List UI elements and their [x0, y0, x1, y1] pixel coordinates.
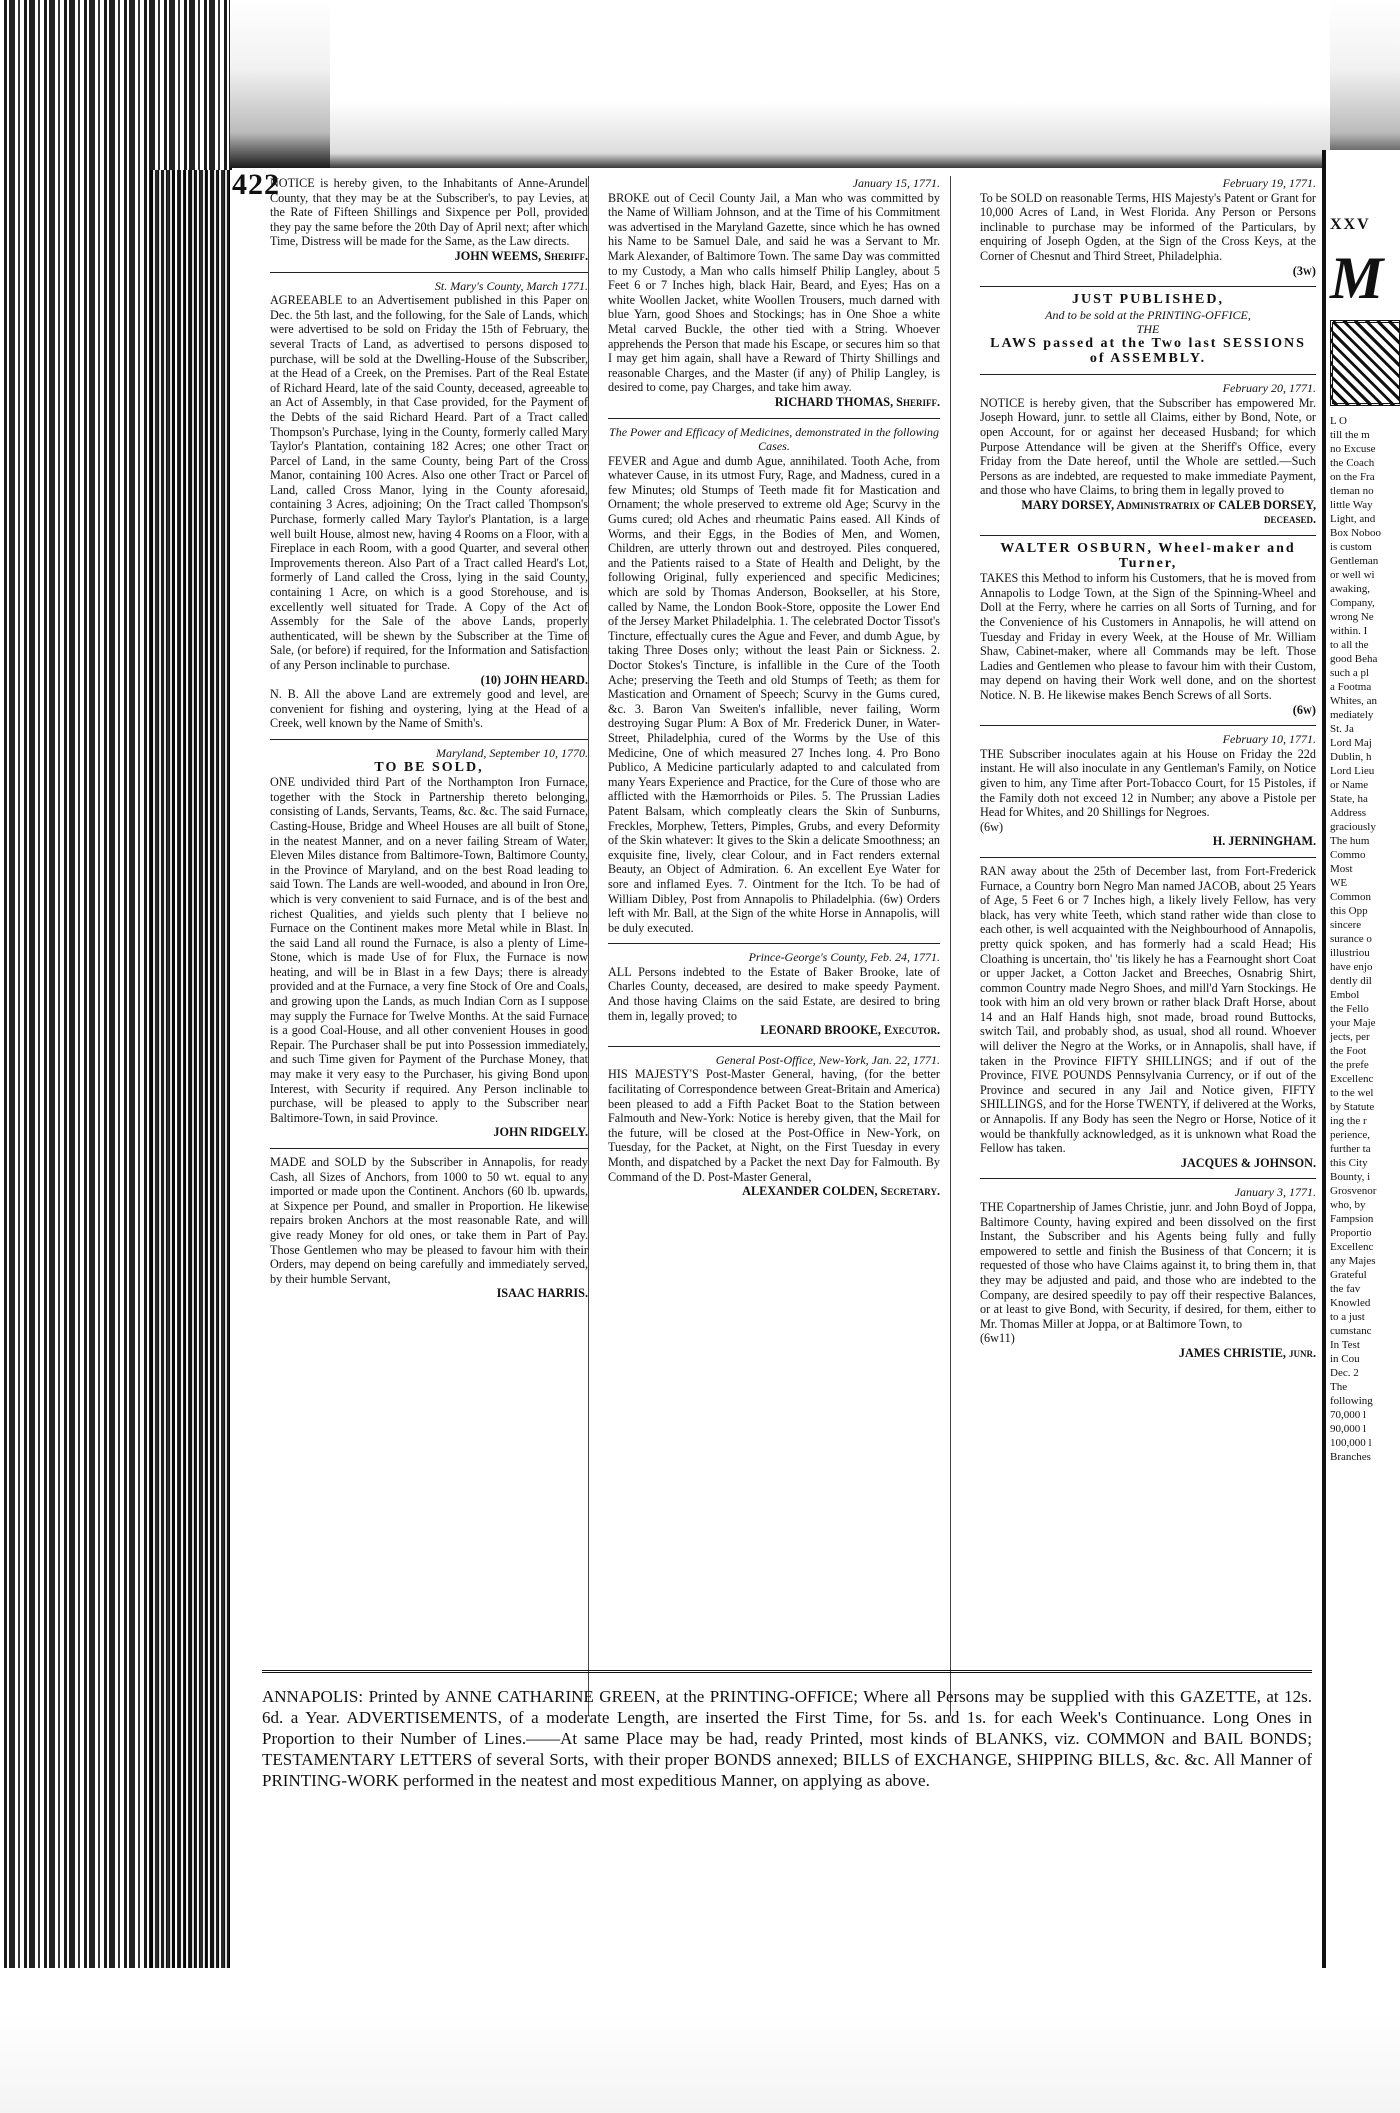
- ad-post-office: [608, 1053, 940, 1199]
- ad-signature: JACQUES & JOHNSON.: [1180, 1155, 1316, 1170]
- page-bottom-margin: [0, 1968, 1400, 2113]
- ad-subheading: And to be sold at the PRINTING-OFFICE,: [1045, 307, 1251, 322]
- facing-page-line: further ta: [1330, 1143, 1371, 1155]
- ad-furnace-sale: [270, 746, 588, 1140]
- ad-heading: TO BE SOLD,: [374, 759, 484, 775]
- facing-page-line: 100,000 l: [1330, 1437, 1372, 1449]
- facing-page-line: good Beha: [1330, 653, 1378, 665]
- ad-dateline: St. Mary's County, March 1771.: [434, 278, 588, 293]
- ad-title: LAWS passed at the Two last SESSIONS of ASSEMBLY.: [990, 335, 1306, 366]
- page-number: 422: [232, 168, 280, 201]
- divider: [270, 272, 588, 273]
- ad-dateline: February 10, 1771.: [1222, 732, 1316, 747]
- facing-page-title-letter: M: [1330, 245, 1384, 311]
- facing-page-line: Branches: [1330, 1451, 1371, 1463]
- facing-page-line: your Maje: [1330, 1017, 1376, 1029]
- ad-signature: ISAAC HARRIS.: [496, 1286, 588, 1301]
- facing-page-line: State, ha: [1330, 793, 1368, 805]
- ad-body: FEVER and Ague and dumb Ague, annihilated. Tooth Ache, from whatever Cause, in its utmost Fury, Rage, and Madness, cured in a few Minutes; old Stumps of Teeth made fit for Mastication and Ornament; the whole preserved to extreme old Age; Scurvy in the Gums cured; old Aches and rheumatic Pains eased. All Kinds of Worms, and their Eggs, in the Bodies of Men, and Women, Children, are utterly thrown out and destroyed. Piles conquered, and the Patients raised to a State of Health and Delight, by the following Original, fully experienced and specific Medicines; which are sold by Thomas Anderson, Bookseller, at his Store, called by Name, the London Book-Store, opposite the Lower End of the Jersey Market Philadelphia. 1. The celebrated Doctor Tissot's Tincture, effectually cures the Ague and Fever, and dumb Ague, by taking Three Doses only; without the least Pain or Sickness. 2. Doctor Stokes's Tincture, is infallible in the Cure of the Tooth Ache; preserving the Teeth and old Stumps of Teeth; as them for Mastication and Ornament of Speech; Scurvy in the Gums cured, &c. 3. Baron Van Sweiten's infallible, never failing, Worm destroying Sugar Plum: A Box of Mr. Frederick Duner, in Water-Street, Philadelphia, cured of the Worms by the Use of this Medicine, One of which measured 27 Inches long. 4. Pro Bono Publico, A Medicine particularly adapted to and calculated from many Years Experience and Practice, for the Cure of those who are afflicted with the Hæmorrhoids or Piles. 5. The Prussian Ladies Patent Balsam, which compleatly clears the Skin of Sunburns, Freckles, Morphew, Tetters, Pimples, Grubs, and every Deformity of the Skin whatever: It gives to the Skin a delicate Smoothness; an exquisite fine, lively, clear Colour, and in Fact renders external Beauty, an Object of Admiration. 6. An excellent Eye Water for sore and inflamed Eyes. 7. Ointment for the Itch. To be had of William Dibley, Post from Annapolis to Philadelphia. (6w) Orders left with Mr. Ball, at the Sign of the white Horse in Annapolis, will be duly executed.: [608, 453, 940, 935]
- facing-page-line: Embol: [1330, 989, 1360, 1001]
- ad-dateline: February 19, 1771.: [1222, 176, 1316, 190]
- ad-tag: (6w): [1292, 702, 1316, 717]
- ad-body: AGREEABLE to an Advertisement published in this Paper on Dec. the 5th last, and the following, for the Sale of Lands, which were advertised to be sold on Friday the 15th of February, the several Tracts of Land, as advertised to persons disposed to purchase, will be sold at the Dwelling-House of the Subscriber, at the Head of a Creek, on the Premises. Part of the Real Estate of Richard Heard, late of the said County, deceased, agreeable to an Act of Assembly, in that Case provided, for the Payment of the Debts of the said Richard Heard. Part of a Tract called Thompson's Purchase, lying in the County, formerly called Mary Taylor's Plantation, containing 182 Acres; one other Tract or Parcel of Land, in the same County, being Part of the Cross Manor, containing 100 Acres. Also one other Tract or Parcel of Land, called Cross Manor, lying in the County aforesaid, containing 3 Acres, adjoining; On the Tract called Thompson's Purchase, formerly called Mary Taylor's Plantation, is a large well built House, almost new, having 4 Rooms on a Floor, with a Fireplace in each Room, with a good Quarter, and several other Improvements thereon. Also Part of a Tract called Heard's Lot, formerly of Land called the Cross, lying in the said County, containing 1 Acre, on which is a good Storehouse, and is excellently well situated for Trade. A Copy of the Act of Assembly for the Sale of the above Lands, properly authenticated, will be shewn by the Subscriber at the Time of Sale, (or before) if required, for the Information and Satisfaction of any Person inclinable to purchase.: [270, 293, 588, 672]
- ad-signature: MARY DORSEY, Administratrix of CALEB DORSEY, deceased.: [1021, 497, 1316, 527]
- ad-inoculation: [980, 732, 1316, 849]
- facing-page-line: 70,000 l: [1330, 1409, 1367, 1421]
- facing-page-line: ing the r: [1330, 1115, 1367, 1127]
- ad-levies-notice: [270, 176, 588, 264]
- facing-page-volume: XXV: [1330, 216, 1371, 233]
- facing-page-line: this City: [1330, 1157, 1368, 1169]
- imprint-rule: [262, 1670, 1312, 1683]
- facing-page-line: illustriou: [1330, 947, 1370, 959]
- facing-page-line: Light, and: [1330, 513, 1376, 525]
- ad-heading: The Power and Efficacy of Medicines, demonstrated in the following Cases.: [609, 424, 939, 454]
- ad-jail-break: [608, 176, 940, 410]
- ad-copartnership: [980, 1185, 1316, 1360]
- ad-tag: (6w11): [980, 1331, 1015, 1346]
- ad-brooke-estate: [608, 950, 940, 1038]
- ad-signature: JOHN RIDGELY.: [493, 1125, 588, 1140]
- ad-body: BROKE out of Cecil County Jail, a Man who was committed by the Name of William Johnson, and at the Time of his Commitment was advertised in the Maryland Gazette, since which he has owned his Name to be Samuel Dale, and said he was a Servant to Mr. Mark Alexander, of Baltimore Town. The same Day was committed to my Custody, a Man who calls himself Philip Langley, about 5 Feet 6 or 7 Inches high, black Hair, Beard, and Eyes; Has on a white Woollen Jacket, white Woollen Trousers, much darned with blue Yarn, good Shoes and Stockings; has in One Shoe a white Metal carved Buckle, the other tied with a String. Whoever apprehends the Person that made his Escape, or secures him so that I may get him again, shall have a Reward of Thirty Shillings and reasonable Charges, and the Master (if any) of Philip Langley, is desired to come, pay Charges, and take him away.: [608, 190, 940, 395]
- facing-page-line: Dec. 2: [1330, 1367, 1359, 1379]
- facing-page-line: Grateful: [1330, 1269, 1367, 1281]
- ad-heard-lands: [270, 279, 588, 731]
- facing-page-line: Commo: [1330, 849, 1366, 861]
- facing-page-line: within. I: [1330, 625, 1368, 637]
- imprint: [262, 1670, 1312, 1791]
- ad-body: NOTICE is hereby given, to the Inhabitants of Anne-Arundel County, that they may be at the Subscriber's, to pay Levies, at the Rate of Fifteen Shillings and Sixpence per Poll, provided they pay the same before the 20th Day of April next; after which Time, Distress will be made for the Same, as the Law directs.: [270, 176, 588, 249]
- ad-body: ONE undivided third Part of the Northampton Iron Furnace, together with the Stock in Partnership thereto belonging, consisting of Lands, Servants, Teams, &c. &c. The said Furnace, Casting-House, Bridge and Wheel Houses are all built of Stone, in the neatest Manner, and on a never failing Stream of Water, Eleven Miles distance from Baltimore-Town, Baltimore County, in the Province of Maryland, and on the best Road leading to said Town. The Lands are well-wooded, and abound in Iron Ore, which is very convenient to said Furnace, and is of the best and richest Qualities, and yields such plenty that I believe no Furnace on the Continent makes more Metal while in Blast. In the said Land all round the Furnace, is also a plenty of Lime-Stone, which is made Use of for Flux, the Furnace is now heating, and will be in Blast in a few Days; there is already provided and at the Furnace, a very fine Stock of Ore and Coals, and growing upon the Lands, as much Indian Corn as I suppose may supply the Furnace for Twelve Months. At the said Furnace is a good Coal-House, and all other convenient Houses in good Repair. The Purchaser shall be put into Possession immediately, and such Time given for Payment of the Purchase Money, that may make it very easy to the Purchaser, his giving Bond upon Interest, with Security if required. Any Person inclinable to purchase, will be pleased to apply to the Subscriber near Baltimore-Town, in said Province.: [270, 775, 588, 1125]
- facing-page-line: no Excuse: [1330, 443, 1376, 455]
- facing-page-line: Most: [1330, 863, 1353, 875]
- facing-page-line: a Footma: [1330, 681, 1372, 693]
- ad-signature: ALEXANDER COLDEN, Secretary.: [742, 1184, 940, 1199]
- ad-anchors: [270, 1155, 588, 1301]
- ad-medicines: [608, 425, 940, 936]
- facing-page-line: Bounty, i: [1330, 1171, 1371, 1183]
- divider: [270, 1148, 588, 1149]
- ad-signature: LEONARD BROOKE, Executor.: [760, 1023, 940, 1038]
- page-stack-edge: [150, 170, 230, 1970]
- ad-heading: JUST PUBLISHED,: [1072, 292, 1224, 308]
- facing-page-line: following: [1330, 1395, 1373, 1407]
- ad-dateline: February 20, 1771.: [1222, 381, 1316, 396]
- facing-page-line: Proportio: [1330, 1227, 1372, 1239]
- ad-body: RAN away about the 25th of December last, from Fort-Frederick Furnace, a Country born Negro Man named JACOB, about 25 Years of Age, 5 Feet 6 or 7 Inches high, a likely lively Fellow, has very black, has very white Teeth, which stand rather wide than close to each other, is well acquainted with the Neighbourhood of Annapolis, pretty quick spoken, and has formerly had a scald Head; His Cloathing is uncertain, tho' 'tis likely he has a Fearnought short Coat or upper Jacket, a Cotton Jacket and Breeches, Osnabrig Shirt, common Country made Negro Shoes, and mill'd Yarn Stockings. He took with him an old very brown or rather black Draft Horse, about 14 and an Half Hands high, snot made, broad round Buttocks, switch Tail, and probably shod, as usual, shod all round. Whoever will deliver the Negro at the Works, or in Annapolis, shall have, if taken in the Province FIFTY SHILLINGS; and if out of the Province, FIVE POUNDS Pennsylvania Currency, or if out of the Province and secured in any Jail and Notice given, FIFTY SHILLINGS, and for the Horse TWENTY, if delivered at the Works, or Annapolis. If any Body has seen the Negro or Horse, Notice of it would be thankfully acknowledged, as it is unknown what Road the Fellow has taken.: [980, 863, 1316, 1156]
- facing-page-line: to a just: [1330, 1311, 1365, 1323]
- facing-page-line: Dublin, h: [1330, 751, 1372, 763]
- ad-dorsey-notice: [980, 381, 1316, 527]
- facing-page-line: Whites, an: [1330, 695, 1378, 707]
- divider: [608, 418, 940, 419]
- facing-page-line: or Name: [1330, 779, 1369, 791]
- divider: [980, 535, 1316, 536]
- facing-page-line: who, by: [1330, 1199, 1366, 1211]
- ad-signature: JOHN WEEMS, Sheriff.: [454, 248, 588, 263]
- facing-page-line: is custom: [1330, 541, 1372, 553]
- ornament-image: [1330, 320, 1400, 406]
- facing-page-line: to all the: [1330, 639, 1369, 651]
- ad-note: N. B. All the above Land are extremely good and level, are convenient for fishing and oystering, lying at the Head of a Creek, well known by the Name of Smith's.: [270, 687, 588, 731]
- facing-page-line: Box Noboo: [1330, 527, 1382, 539]
- facing-page-line: Lord Maj: [1330, 737, 1372, 749]
- facing-page-line: Fampsion: [1330, 1213, 1374, 1225]
- ad-body: To be SOLD on reasonable Terms, HIS Majesty's Patent or Grant for 10,000 Acres of Land, in West Florida. Any Person or Persons inclinable to purchase may be informed of the Particulars, by enquiring of Joseph Ogden, at the Sign of the Cross Keys, at the Corner of Chesnut and Third Street, Philadelphia.: [980, 190, 1316, 263]
- facing-page-line: the Coach: [1330, 457, 1375, 469]
- imprint-text: ANNAPOLIS: Printed by ANNE CATHARINE GREEN, at the PRINTING-OFFICE; Where all Persons may be supplied with this GAZETTE, at 12s. 6d. a Year. ADVERTISEMENTS, of a moderate Length, are inserted the First Time, for 5s. and 1s. for each Week's Continuance. Long Ones in Proportion to their Number of Lines.——At same Place may be had, ready Printed, most kinds of BLANKS, viz. COMMON and BAIL BONDS; TESTAMENTARY LETTERS of several Sorts, with their proper BONDS annexed; BILLS of EXCHANGE, SHIPPING BILLS, &c. &c. All Manner of PRINTING-WORK performed in the neatest and most expeditious Manner, on applying as above.: [262, 1687, 1312, 1790]
- facing-page-line: the prefe: [1330, 1059, 1369, 1071]
- facing-page-line: wrong Ne: [1330, 611, 1374, 623]
- facing-page-line: Grosvenor: [1330, 1185, 1377, 1197]
- facing-page-line: St. Ja: [1330, 723, 1354, 735]
- facing-page-line: Knowled: [1330, 1297, 1371, 1309]
- facing-page-line: by Statute: [1330, 1101, 1375, 1113]
- ad-dateline: General Post-Office, New-York, Jan. 22, 1771.: [715, 1052, 940, 1067]
- facing-page-line: awaking,: [1330, 583, 1371, 595]
- ad-body: THE Copartnership of James Christie, junr. and John Boyd of Joppa, Baltimore County, having expired and been dissolved on the first Instant, the Subscriber and his Agents being fully and fully empowered to settle and finish the Business of that Concern; it is requested of those who have Claims against it, to bring them in, that they may be adjusted and paid, and those who are indebted to the Company, are desired speedily to pay off their respective Balances, or at least to give Bond, with Security, if desired, for them, either to Mr. Thomas Miller at Joppa, or at Baltimore Town, to: [980, 1200, 1316, 1331]
- facing-page-line: Company,: [1330, 597, 1375, 609]
- divider: [608, 943, 940, 944]
- ad-runaway: [980, 864, 1316, 1170]
- ad-body: TAKES this Method to inform his Customers, that he is moved from Annapolis to Lodge Town, at the Sign of the Spinning-Wheel and Doll at the Ferry, where he carries on all Sorts of Turning, and for the Convenience of his Customers in Annapolis, he will attend on Tuesday and Friday in every Week, at the House of Mr. William Shaw, Cabinet-maker, where all Commands may be left. Those Ladies and Gentlemen who please to favour him with their Custom, may depend on having their Work well done, and on the shortest Notice. N. B. He likewise makes Bench Screws of all Sorts.: [980, 571, 1316, 702]
- facing-page-line: Common: [1330, 891, 1371, 903]
- facing-page-line: any Majes: [1330, 1255, 1376, 1267]
- divider: [980, 725, 1316, 726]
- newspaper-page: [232, 168, 1322, 1968]
- facing-page-line: perience,: [1330, 1129, 1370, 1141]
- book-spine-edge: [0, 0, 230, 2113]
- ad-body: THE Subscriber inoculates again at his House on Friday the 22d instant. He will also inoculate in any Gentleman's Family, on Notice given to him, any Time after Port-Tobacco Court, for 15 Pistoles, if the Family doth not exceed 12 in Number; any above a Pistole per Head for Whites, and 20 Shillings for Negroes.: [980, 746, 1316, 820]
- facing-page-line: tleman no: [1330, 485, 1374, 497]
- ad-osburn-turner: [980, 542, 1316, 717]
- facing-page-line: surance o: [1330, 933, 1372, 945]
- ad-heading: WALTER OSBURN, Wheel-maker and Turner,: [1000, 541, 1296, 571]
- column-3: [980, 176, 1316, 1716]
- divider: [980, 857, 1316, 858]
- facing-page-line: the Fello: [1330, 1003, 1369, 1015]
- facing-page-line: dently dil: [1330, 975, 1372, 987]
- ad-dateline: Maryland, September 10, 1770.: [436, 745, 588, 760]
- ad-signature: RICHARD THOMAS, Sheriff.: [774, 394, 940, 409]
- facing-page-line: till the m: [1330, 429, 1370, 441]
- facing-page: [1322, 150, 1400, 1970]
- facing-page-line: little Way: [1330, 499, 1373, 511]
- facing-page-line: to the wel: [1330, 1087, 1374, 1099]
- facing-page-line: the Foot: [1330, 1045, 1367, 1057]
- facing-page-line: Excellenc: [1330, 1241, 1374, 1253]
- facing-page-line: The: [1330, 1381, 1348, 1393]
- facing-page-line: Lord Lieu: [1330, 765, 1375, 777]
- ad-body: NOTICE is hereby given, that the Subscriber has empowered Mr. Joseph Howard, junr. to settle all Claims, either by Bond, Note, or open Account, for or against her deceased Husband; for which Purpose Attendance will be given at the Sheriff's Office, every Friday from the Date hereof, until the Whole are settled.—Such Persons as are indebted, are requested to make immediate Payment, and those who have Claims, to bring them in legally proved to: [980, 395, 1316, 498]
- divider: [980, 374, 1316, 375]
- ad-tag: (6w): [980, 819, 1004, 834]
- ad-tag: (3w): [1292, 263, 1316, 278]
- facing-page-line: graciously: [1330, 821, 1376, 833]
- facing-page-line: 90,000 l: [1330, 1423, 1367, 1435]
- facing-page-line: or well wi: [1330, 569, 1375, 581]
- ad-signature: H. JERNINGHAM.: [1212, 834, 1316, 849]
- facing-page-line: the fav: [1330, 1283, 1361, 1295]
- divider: [980, 286, 1316, 287]
- divider: [980, 1178, 1316, 1179]
- facing-page-line: on the Fra: [1330, 471, 1375, 483]
- divider: [608, 1046, 940, 1047]
- facing-page-line: this Opp: [1330, 905, 1368, 917]
- ad-signature: JAMES CHRISTIE, junr.: [1178, 1345, 1316, 1360]
- facing-page-line: jects, per: [1330, 1031, 1370, 1043]
- facing-page-line: WE: [1330, 877, 1348, 889]
- ad-laws-published: [980, 293, 1316, 366]
- facing-page-text: [1326, 414, 1400, 1464]
- facing-page-line: such a pl: [1330, 667, 1370, 679]
- facing-page-line: have enjo: [1330, 961, 1373, 973]
- column-1: [270, 176, 589, 1716]
- ad-dateline: Prince-George's County, Feb. 24, 1771.: [748, 950, 940, 965]
- ad-body: ALL Persons indebted to the Estate of Baker Brooke, late of Charles County, deceased, are desired to make speedy Payment. And those having Claims on the said Estate, are desired to bring them in, legally proved; to: [608, 964, 940, 1023]
- ad-body: MADE and SOLD by the Subscriber in Annapolis, for ready Cash, all Sizes of Anchors, from 1000 to 50 wt. equal to any imported or made upon the Continent. Anchors (60 lb. upwards, at Sixpence per Pound, and smaller in Proportion. He likewise repairs broken Anchors at the most reasonable Rate, and will give ready Money for old ones, or take them in Part of Pay. Those Gentlemen who may be pleased to favour him with their Orders, may depend on being carefully and immediately served, by their humble Servant,: [270, 1155, 588, 1286]
- facing-page-line: Excellenc: [1330, 1073, 1374, 1085]
- ad-dateline: January 3, 1771.: [1234, 1185, 1316, 1200]
- ad-signature: (10) JOHN HEARD.: [480, 672, 588, 687]
- column-2: [608, 176, 951, 1716]
- ad-florida-patent: [980, 176, 1316, 278]
- facing-page-line: In Test: [1330, 1339, 1360, 1351]
- ad-body: HIS MAJESTY'S Post-Master General, having, (for the better facilitating of Correspondence between Great-Britain and America) been pleased to add a Fifth Packet Boat to the Station between Falmouth and New-York: Notice is hereby given, that the Mail for the future, will be closed at the Post-Office in New-York, on Tuesday, for the Packet, at Night, on the First Tuesday in every Month, and dispatched by a Packet the next Day for Falmouth. By Command of the D. Post-Master General,: [608, 1067, 940, 1184]
- ad-article: THE: [1136, 322, 1160, 337]
- facing-page-line: cumstanc: [1330, 1325, 1372, 1337]
- facing-page-line: sincere: [1330, 919, 1362, 931]
- facing-page-line: Gentleman: [1330, 555, 1379, 567]
- ad-dateline: January 15, 1771.: [852, 176, 940, 190]
- facing-page-line: The hum: [1330, 835, 1370, 847]
- facing-page-line: mediately: [1330, 709, 1374, 721]
- facing-page-line: in Cou: [1330, 1353, 1360, 1365]
- facing-page-line: L O: [1330, 415, 1348, 427]
- divider: [270, 739, 588, 740]
- facing-page-line: Address: [1330, 807, 1367, 819]
